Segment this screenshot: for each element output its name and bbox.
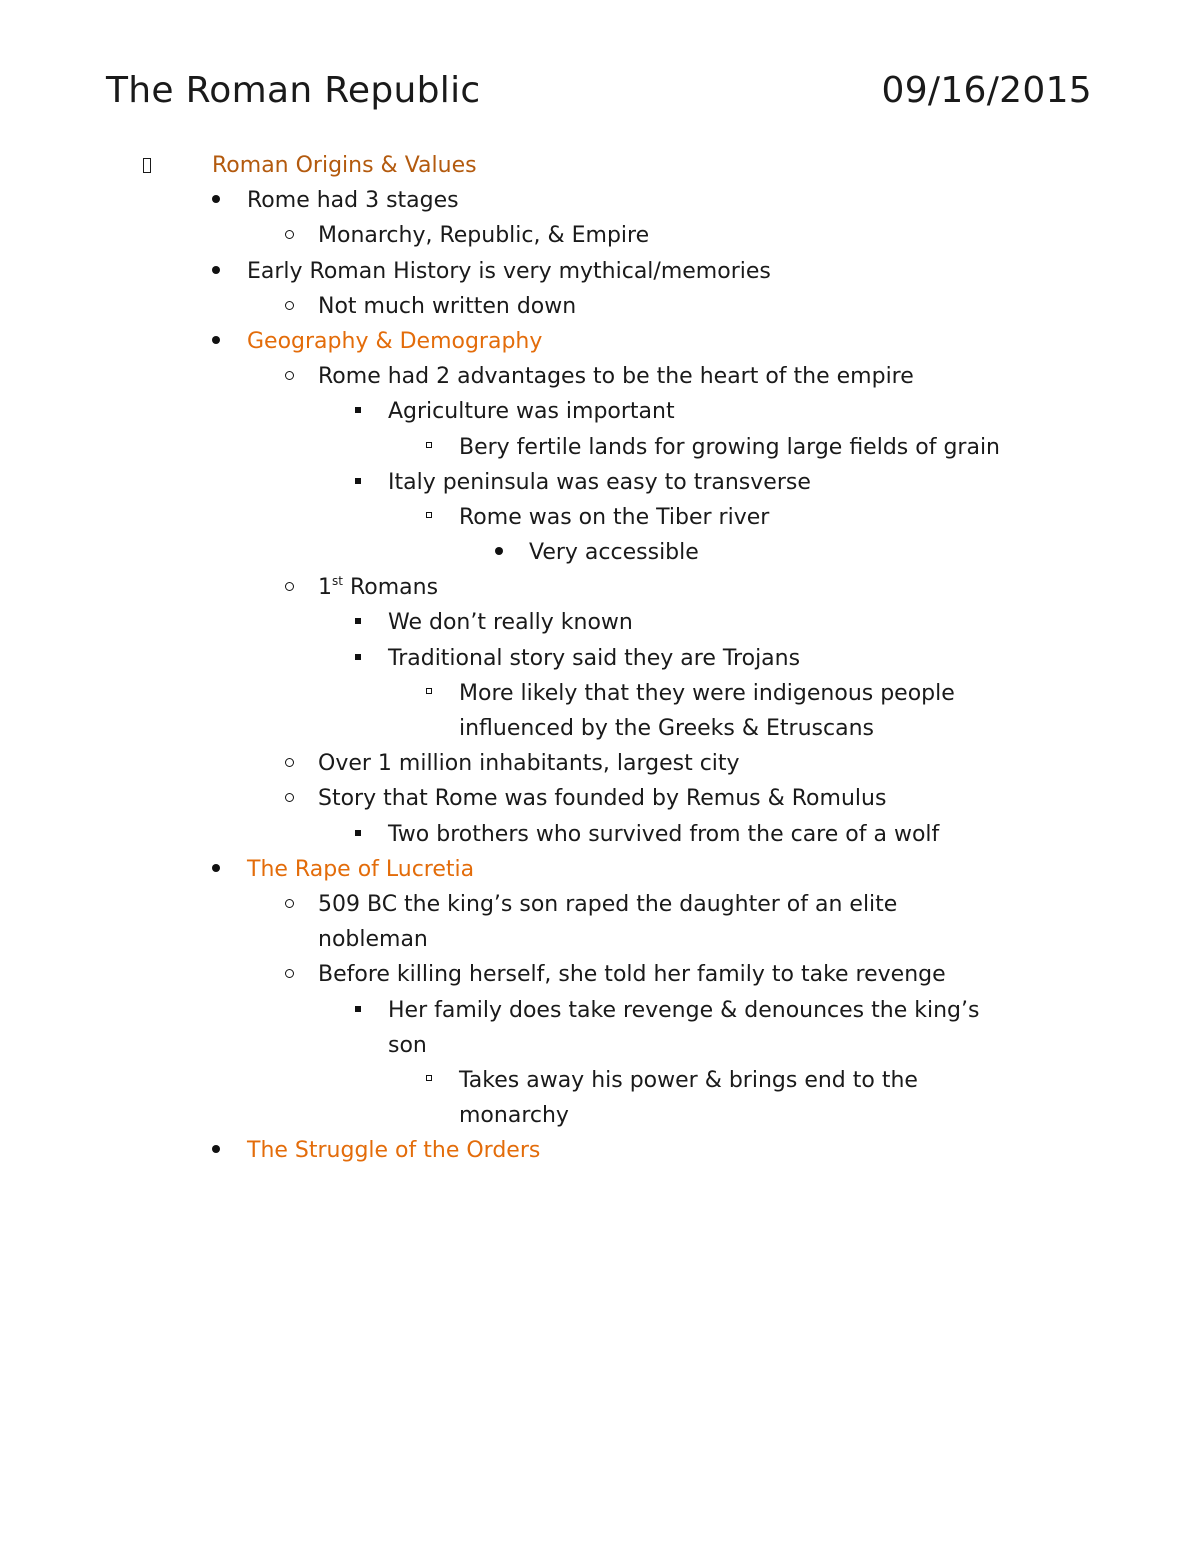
outline-text: Early Roman History is very mythical/memories [247,258,771,284]
outline-line [0,993,1200,1028]
outline-line [0,394,1200,429]
outline-text: Roman Origins & Values [212,153,477,178]
outline-text: 509 BC the king’s son raped the daughter of an elite [318,891,898,917]
outline-text: influenced by the Greeks & Etruscans [459,716,874,741]
square-icon [343,993,373,1028]
circle-icon [274,218,304,253]
circle-icon [274,359,304,394]
outline-line [0,852,1200,887]
outline-line [0,535,1200,570]
square-icon [343,394,373,429]
dot-icon [201,1133,231,1168]
outline-line [0,465,1200,500]
circle-icon [274,957,304,992]
outline-line [0,887,1200,922]
circle-icon [274,289,304,324]
outline-text: Geography & Demography [247,328,543,354]
box-icon [132,148,162,183]
outline-text: Traditional story said they are Trojans [388,645,801,671]
outline-line [0,289,1200,324]
square-icon [343,605,373,640]
outline-text: More likely that they were indigenous people [459,680,955,706]
small-square-icon [414,500,444,535]
outline-text: Rome was on the Tiber river [459,504,770,530]
outline-line [0,359,1200,394]
outline-text: The Rape of Lucretia [247,856,475,882]
circle-icon [274,781,304,816]
small-square-icon [414,430,444,465]
small-square-icon [414,676,444,711]
circle-icon [274,746,304,781]
square-icon [343,641,373,676]
dot-icon [201,324,231,359]
outline-text: Before killing herself, she told her family to take revenge [318,962,946,988]
outline-text: Rome had 2 advantages to be the heart of the empire [318,364,914,390]
small-square-icon [414,1063,444,1098]
square-icon [343,465,373,500]
outline-line [0,1028,1200,1063]
outline-text: Rome had 3 stages [247,188,459,214]
outline-text: Her family does take revenge & denounces the king’s [388,997,980,1023]
circle-icon [274,570,304,605]
outline-line [0,430,1200,465]
document-title: The Roman Republic [106,70,481,111]
dot-icon [201,254,231,289]
dot-icon [484,535,514,570]
outline-text: son [388,1032,427,1058]
outline-text: Bery fertile lands for growing large fields of grain [459,434,1000,460]
outline-text: Two brothers who survived from the care of a wolf [388,821,940,847]
outline-line [0,183,1200,218]
outline-line [0,676,1200,711]
outline-line [0,254,1200,289]
dot-icon [201,183,231,218]
outline-text: Over 1 million inhabitants, largest city [318,751,740,777]
outline-line [0,817,1200,852]
notes-outline [0,148,1200,1168]
outline-line [0,641,1200,676]
outline-text: 1st Romans [318,574,439,601]
outline-line [0,570,1200,605]
ordinal-suffix: st [332,574,343,589]
outline-text: Takes away his power & brings end to the [459,1067,918,1093]
outline-text: Not much written down [318,293,577,319]
outline-line [0,1063,1200,1098]
outline-text: Very accessible [529,540,699,566]
dot-icon [201,852,231,887]
outline-line [0,957,1200,992]
square-icon [343,817,373,852]
outline-text: Monarchy, Republic, & Empire [318,223,650,249]
outline-line [0,711,1200,746]
outline-line [0,781,1200,816]
outline-line [0,746,1200,781]
outline-line [0,148,1200,183]
outline-text: The Struggle of the Orders [247,1138,541,1164]
outline-line [0,922,1200,957]
outline-text: We don’t really known [388,610,633,636]
outline-line [0,218,1200,253]
outline-line [0,1133,1200,1168]
outline-line [0,605,1200,640]
outline-line [0,324,1200,359]
document-date: 09/16/2015 [881,70,1092,111]
outline-text: Agriculture was important [388,399,675,425]
outline-line [0,1098,1200,1133]
outline-text: Story that Rome was founded by Remus & Romulus [318,786,887,812]
outline-text: Italy peninsula was easy to transverse [388,469,811,495]
outline-text: monarchy [459,1103,569,1129]
document-header [106,70,1092,118]
circle-icon [274,887,304,922]
outline-line [0,500,1200,535]
outline-text: nobleman [318,927,428,953]
